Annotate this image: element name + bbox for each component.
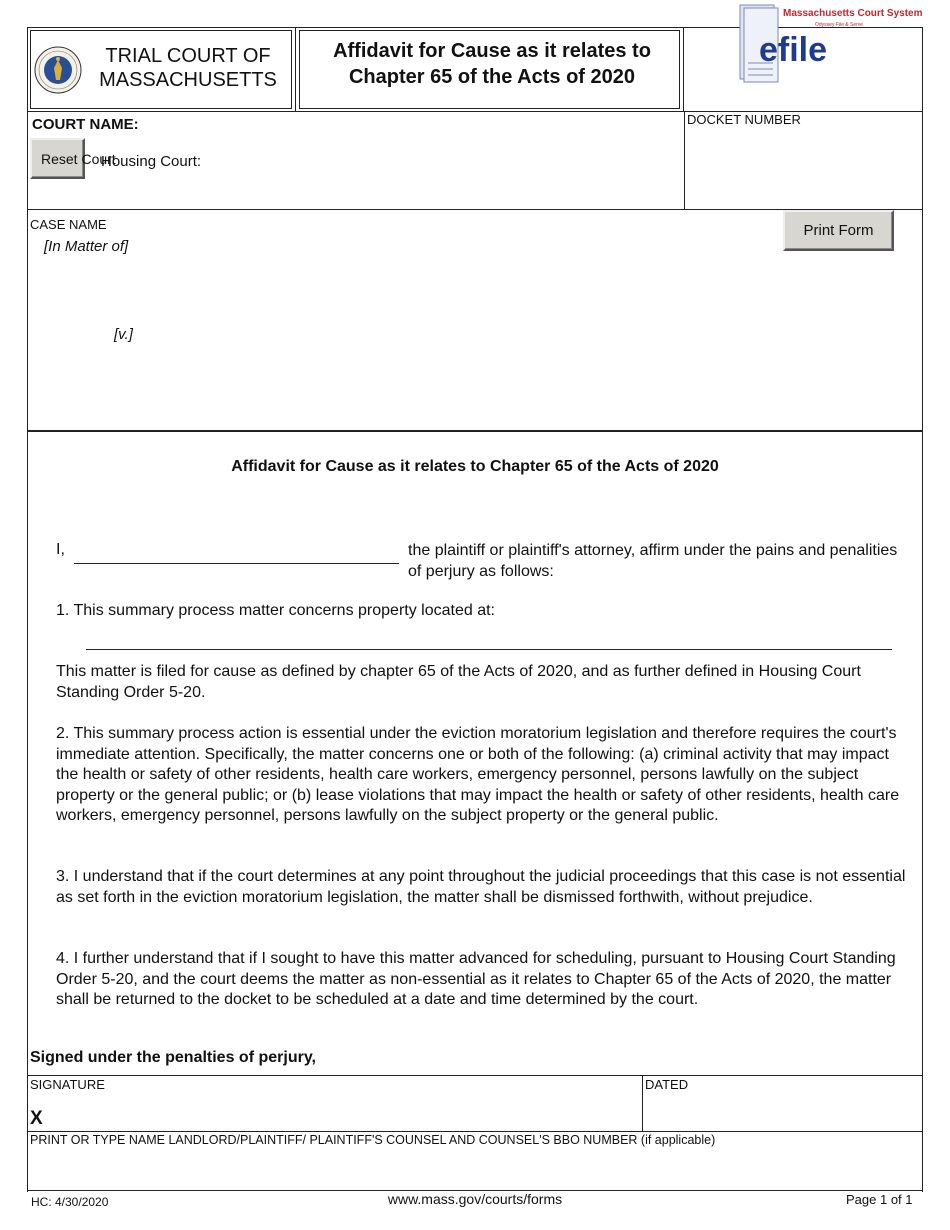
court-title: TRIAL COURT OF MASSACHUSETTS xyxy=(99,45,277,91)
dated-label: DATED xyxy=(645,1077,689,1092)
versus-label: [v.] xyxy=(114,326,133,343)
massachusetts-seal-icon xyxy=(34,46,82,94)
header-court-cell xyxy=(28,28,296,111)
affirmation-text: the plaintiff or plaintiff's attorney, affirm under the pains and penalities of perjury as follows: xyxy=(408,542,898,580)
property-address-input[interactable] xyxy=(86,628,892,650)
signature-table xyxy=(27,1075,923,1191)
court-name-row xyxy=(27,111,923,210)
docket-number-label: DOCKET NUMBER xyxy=(687,112,801,127)
signature-label: SIGNATURE xyxy=(30,1077,105,1092)
reset-court-button[interactable]: Reset Court xyxy=(30,138,85,179)
item-4-text: 4. I further understand that if I sought to have this matter advanced for scheduling, pursuant to Housing Court Standing Order 5-20, and the court deems the matter as non-essential as it relates to Chapter 65 of the Acts of 2020, the matter shall be returned to the docket to be scheduled at a date and time determined by the court. xyxy=(56,950,896,1008)
form-code: HC: 4/30/2020 xyxy=(31,1195,109,1209)
item-3-text: 3. I understand that if the court determines at any point throughout the judicial proceedings that this case is not essential as set forth in the eviction moratorium legislation, the matter shall be dismissed forthwith, without prejudice. xyxy=(56,868,906,906)
form-title: Affidavit for Cause as it relates to Chapter 65 of the Acts of 2020 xyxy=(333,40,651,88)
header-title-cell xyxy=(297,28,684,111)
affirm-i-label: I, xyxy=(56,541,65,558)
signature-cell[interactable] xyxy=(28,1076,643,1132)
item-1-text: 1. This summary process matter concerns property located at: xyxy=(56,602,495,619)
in-matter-of-label: [In Matter of] xyxy=(44,238,129,255)
court-name-label: COURT NAME: xyxy=(32,116,139,133)
case-name-label: CASE NAME xyxy=(30,217,107,232)
efile-logo-title: Massachusetts Court System xyxy=(783,8,923,19)
housing-court-label: Housing Court: xyxy=(101,153,202,170)
affiant-name-input[interactable] xyxy=(74,542,399,564)
print-name-label: PRINT OR TYPE NAME LANDLORD/PLAINTIFF/ PLAINTIFF'S COUNSEL AND COUNSEL'S BBO NUMBER (if applicable) xyxy=(30,1133,716,1147)
efile-logo-subtitle: Odyssey File & Serve xyxy=(815,22,864,28)
signature-x-mark: X xyxy=(30,1108,43,1129)
dated-cell[interactable] xyxy=(643,1076,922,1132)
case-name-section xyxy=(27,209,923,432)
efile-logo xyxy=(715,3,923,83)
forms-url: www.mass.gov/courts/forms xyxy=(387,1191,563,1207)
cause-paragraph: This matter is filed for cause as defined by chapter 65 of the Acts of 2020, and as further defined in Housing Court Standing Order 5-20. xyxy=(56,663,861,701)
docket-number-cell[interactable] xyxy=(684,111,922,209)
affidavit-title: Affidavit for Cause as it relates to Chapter 65 of the Acts of 2020 xyxy=(231,458,719,475)
efile-logo-word: efile xyxy=(759,31,828,69)
signed-under-penalties-label: Signed under the penalties of perjury, xyxy=(30,1049,316,1066)
print-form-button[interactable]: Print Form xyxy=(783,210,894,251)
item-2-text: 2. This summary process action is essential under the eviction moratorium legislation and therefore requires the court's immediate attention. Specifically, the matter concerns one or both of the following: (a) criminal activity that may impact the health or safety of other residents, health care workers, emergency personnel, persons lawfully on the subject property or the general public; or (b) lease violations that may impact the health or safety of other residents, health care workers, emergency personnel, persons lawfully on the subject property or the general public. xyxy=(56,725,900,824)
page-number: Page 1 of 1 xyxy=(846,1192,913,1207)
